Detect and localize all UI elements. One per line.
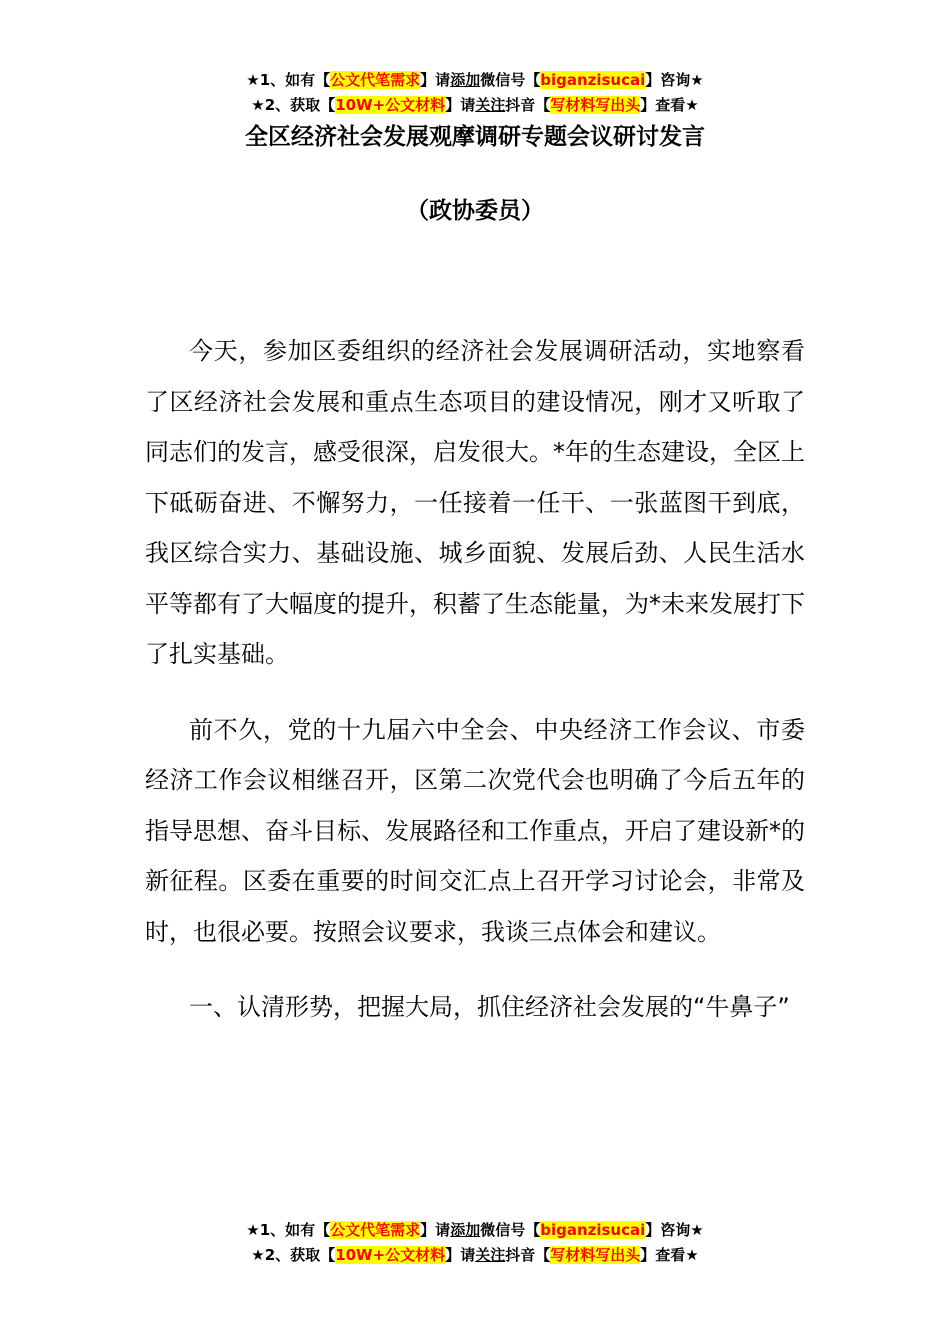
promo-highlight: 10W+公文材料 bbox=[335, 96, 446, 114]
document-title: 全区经济社会发展观摩调研专题会议研讨发言 bbox=[245, 124, 705, 150]
promo-highlight: 10W+公文材料 bbox=[335, 1246, 446, 1264]
promo-banner-bottom bbox=[0, 1218, 950, 1268]
promo-underline: 关注 bbox=[475, 1246, 506, 1264]
promo-banner-top bbox=[0, 68, 950, 118]
promo-underline: 添加 bbox=[450, 1221, 481, 1239]
promo-line-1: ★1、如有【公文代笔需求】请添加微信号【biganzisucai】咨询★ bbox=[246, 71, 704, 89]
promo-line-2: ★2、获取【10W+公文材料】请关注抖音【写材料写出头】查看★ bbox=[251, 1246, 699, 1264]
promo-underline: 关注 bbox=[475, 96, 506, 114]
promo-highlight: 公文代笔需求 bbox=[330, 1221, 421, 1239]
promo-wechat-id: biganzisucai bbox=[540, 1221, 646, 1239]
promo-line-2: ★2、获取【10W+公文材料】请关注抖音【写材料写出头】查看★ bbox=[251, 96, 699, 114]
promo-douyin-id: 写材料写出头 bbox=[550, 96, 641, 114]
document-body bbox=[145, 326, 805, 1058]
section-heading: 一、认清形势，把握大局，抓住经济社会发展的“牛鼻子” bbox=[189, 993, 790, 1021]
promo-highlight: 公文代笔需求 bbox=[330, 71, 421, 89]
paragraph: 今天，参加区委组织的经济社会发展调研活动，实地察看了区经济社会发展和重点生态项目的建设情况，刚才又听取了同志们的发言，感受很深，启发很大。*年的生态建设，全区上下砥砺奋进、不懈努力，一任接着一任干、一张蓝图干到底，我区综合实力、基础设施、城乡面貌、发展后劲、人民生活水平等都有了大幅度的提升，积蓄了生态能量，为*未来发展打下了扎实基础。 bbox=[145, 337, 805, 668]
document-subtitle: （政协委员） bbox=[406, 198, 544, 224]
promo-douyin-id: 写材料写出头 bbox=[550, 1246, 641, 1264]
paragraph: 前不久，党的十九届六中全会、中央经济工作会议、市委经济工作会议相继召开，区第二次党代会也明确了今后五年的指导思想、奋斗目标、发展路径和工作重点，开启了建设新*的新征程。区委在重要的时间交汇点上召开学习讨论会，非常及时，也很必要。按照会议要求，我谈三点体会和建议。 bbox=[145, 715, 805, 946]
promo-wechat-id: biganzisucai bbox=[540, 71, 646, 89]
promo-underline: 添加 bbox=[450, 71, 481, 89]
promo-line-1: ★1、如有【公文代笔需求】请添加微信号【biganzisucai】咨询★ bbox=[246, 1221, 704, 1239]
